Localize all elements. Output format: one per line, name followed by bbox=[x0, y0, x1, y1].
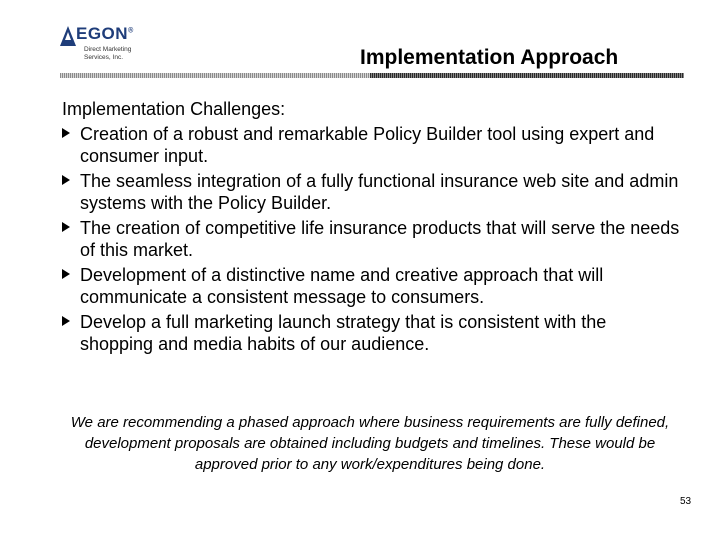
list-item: Development of a distinctive name and creative approach that will communicate a consistent message to consumers. bbox=[62, 264, 682, 308]
logo-subtitle: Direct Marketing Services, Inc. bbox=[84, 46, 132, 61]
bullet-arrow-icon bbox=[62, 175, 70, 185]
bullet-arrow-icon bbox=[62, 316, 70, 326]
bullet-arrow-icon bbox=[62, 269, 70, 279]
bullet-arrow-icon bbox=[62, 222, 70, 232]
title-divider-accent bbox=[370, 73, 684, 78]
list-item: The creation of competitive life insurance products that will serve the needs of this market. bbox=[62, 217, 682, 261]
slide-body bbox=[62, 98, 682, 358]
list-item: Develop a full marketing launch strategy that is consistent with the shopping and media habits of our audience. bbox=[62, 311, 682, 355]
list-item: The seamless integration of a fully functional insurance web site and admin systems with the Policy Builder. bbox=[62, 170, 682, 214]
slide-title: Implementation Approach bbox=[360, 46, 619, 69]
aegon-a-icon bbox=[58, 26, 78, 46]
aegon-logo bbox=[58, 22, 148, 72]
logo-wordmark: EGON® bbox=[76, 24, 134, 43]
page-number: 53 bbox=[680, 496, 692, 507]
bullet-arrow-icon bbox=[62, 128, 70, 138]
list-item: Creation of a robust and remarkable Policy Builder tool using expert and consumer input. bbox=[62, 123, 682, 167]
recommendation-note: We are recommending a phased approach where business requirements are fully defined, development proposals are obtained including budgets and timelines. These would be approved prior to any work/expenditures being done. bbox=[70, 414, 670, 473]
challenge-list bbox=[62, 123, 682, 355]
section-heading: Implementation Challenges: bbox=[62, 99, 286, 119]
